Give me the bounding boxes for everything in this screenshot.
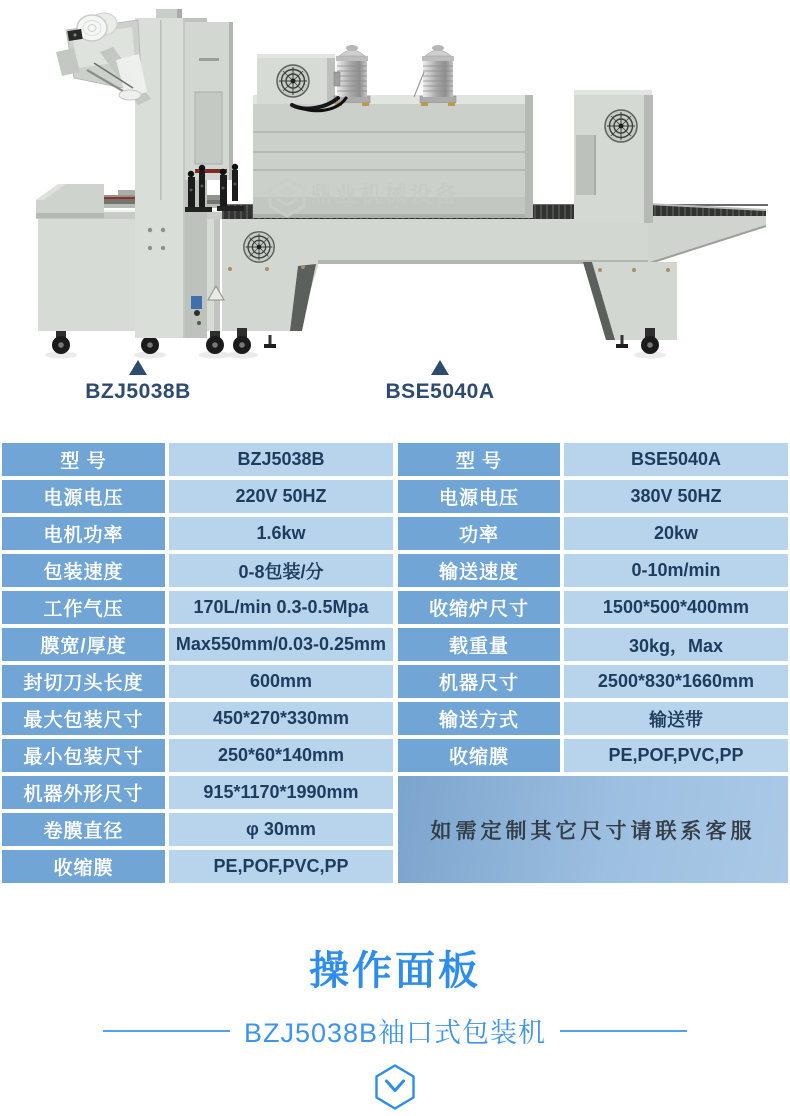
film-feeder [56, 13, 151, 105]
spec-value: 输送带 [564, 702, 788, 735]
machine-illustration [0, 0, 790, 360]
machine-caption-bse5040a [380, 360, 500, 404]
watermark-en-text: DINGYE MACHINERY [311, 206, 449, 217]
custom-size-note: 如需定制其它尺寸请联系客服 [398, 776, 788, 883]
spec-table-bse5040a [398, 443, 788, 883]
spec-label: 最小包装尺寸 [2, 739, 165, 772]
spec-value: 20kw [564, 517, 788, 550]
spec-label: 输送速度 [398, 554, 560, 587]
machine-base-frame [222, 216, 766, 340]
column-fan-icon [605, 110, 637, 142]
scroll-hint [0, 1063, 790, 1116]
spec-label: 机器尺寸 [398, 665, 560, 698]
spec-label: 机器外形尺寸 [2, 776, 165, 809]
section-subtitle-row [0, 1011, 790, 1050]
spec-value: BZJ5038B [169, 443, 393, 476]
spec-row [2, 850, 393, 883]
spec-table-bzj5038b [2, 443, 393, 883]
spec-label: 型 号 [2, 443, 165, 476]
spec-value: Max550mm/0.03-0.25mm [169, 628, 393, 661]
spec-value: 0-10m/min [564, 554, 788, 587]
ground-shadows [45, 352, 666, 359]
watermark-cn-text: 鼎业机械设备 [310, 182, 461, 207]
spec-label: 收缩膜 [398, 739, 560, 772]
machine-photo-section [0, 0, 790, 443]
spec-row [2, 628, 393, 661]
spec-row [2, 702, 393, 735]
spec-row [398, 739, 788, 772]
spec-value: PE,POF,PVC,PP [169, 850, 393, 883]
spec-value: 450*270*330mm [169, 702, 393, 735]
spec-value: 170L/min 0.3-0.5Mpa [169, 591, 393, 624]
spec-value: 0-8包装/分 [169, 554, 393, 587]
spec-value: 220V 50HZ [169, 480, 393, 513]
machine-model-label: BSE5040A [385, 380, 495, 403]
spec-row [2, 517, 393, 550]
spec-label: 电源电压 [2, 480, 165, 513]
spec-value: 1500*500*400mm [564, 591, 788, 624]
spec-row [398, 702, 788, 735]
spec-row [398, 517, 788, 550]
spec-row [2, 480, 393, 513]
spec-value: 600mm [169, 665, 393, 698]
spec-label: 型 号 [398, 443, 560, 476]
footer-section [0, 883, 790, 1116]
spec-row [398, 554, 788, 587]
spec-label: 包装速度 [2, 554, 165, 587]
spec-value: BSE5040A [564, 443, 788, 476]
spec-value: 250*60*140mm [169, 739, 393, 772]
spec-label: 卷膜直径 [2, 813, 165, 846]
section-subtitle: BZJ5038B袖口式包装机 [243, 1018, 547, 1048]
divider-line-right [560, 1030, 687, 1032]
outfeed-column [574, 90, 653, 223]
machine-model-label: BZJ5038B [85, 380, 191, 403]
spec-value: PE,POF,PVC,PP [564, 739, 788, 772]
spec-label: 功率 [398, 517, 560, 550]
hopper-box [36, 184, 104, 218]
tunnel-fan-housing [257, 54, 335, 104]
machine-caption-bzj5038b [78, 360, 198, 404]
spec-row [398, 591, 788, 624]
spec-value: φ 30mm [169, 813, 393, 846]
section-title: 操作面板 [309, 949, 481, 993]
spec-value: 30kg，Max [564, 628, 788, 661]
spec-label: 电机功率 [2, 517, 165, 550]
spec-row [2, 776, 393, 809]
spec-label: 电源电压 [398, 480, 560, 513]
spec-row [2, 443, 393, 476]
spec-label: 载重量 [398, 628, 560, 661]
spec-label: 最大包装尺寸 [2, 702, 165, 735]
spec-row [2, 554, 393, 587]
spec-value: 2500*830*1660mm [564, 665, 788, 698]
spec-row [398, 443, 788, 476]
spec-label: 收缩炉尺寸 [398, 591, 560, 624]
spec-row [398, 628, 788, 661]
spec-label: 膜宽/厚度 [2, 628, 165, 661]
spec-label: 输送方式 [398, 702, 560, 735]
spec-row [398, 480, 788, 513]
pointer-up-triangle-icon [129, 360, 147, 375]
spec-value: 1.6kw [169, 517, 393, 550]
spec-label: 收缩膜 [2, 850, 165, 883]
pointer-up-triangle-icon [431, 360, 449, 375]
cooling-fan-icon [244, 232, 274, 262]
spec-label: 封切刀头长度 [2, 665, 165, 698]
spec-row [2, 813, 393, 846]
spec-row [2, 665, 393, 698]
spec-value: 915*1170*1990mm [169, 776, 393, 809]
spec-row [2, 739, 393, 772]
spec-row [2, 591, 393, 624]
spec-value: 380V 50HZ [564, 480, 788, 513]
spec-tables [2, 443, 788, 883]
spec-label: 工作气压 [2, 591, 165, 624]
spec-row [398, 665, 788, 698]
tunnel-fan-icon [277, 65, 309, 97]
divider-line-left [103, 1030, 230, 1032]
